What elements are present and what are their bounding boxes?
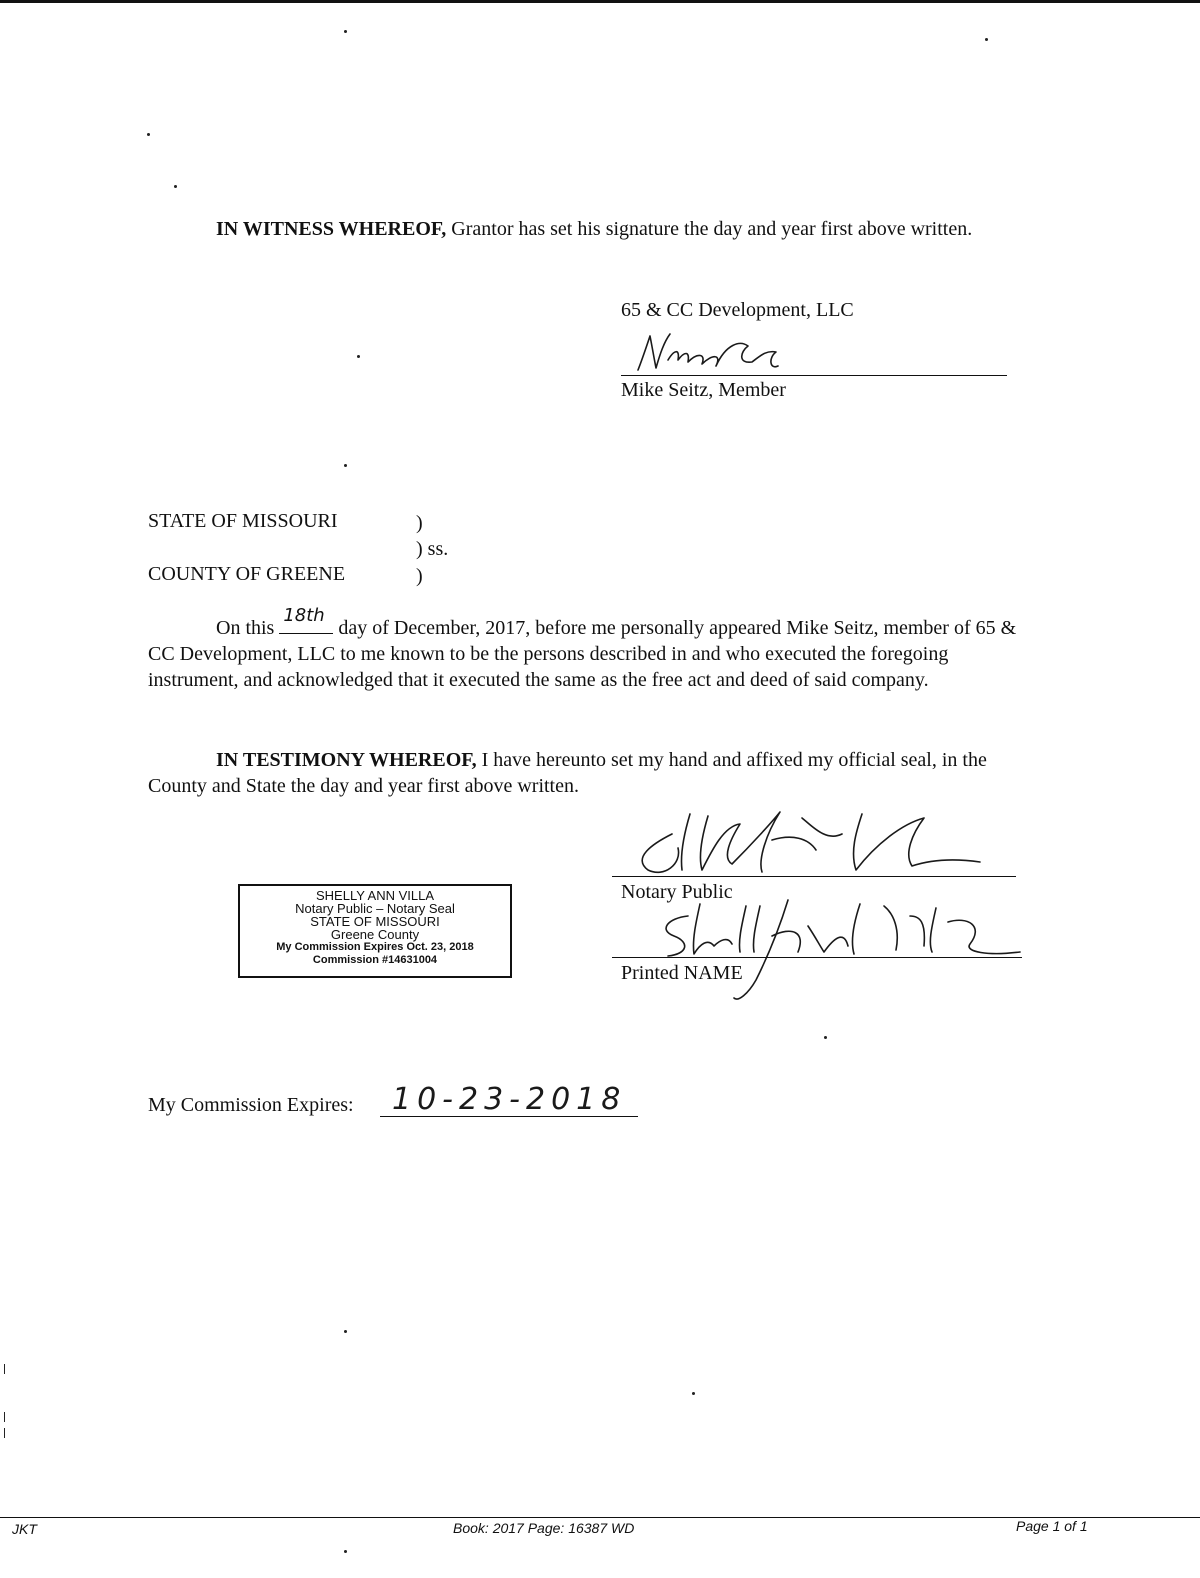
seal-county: Greene County [330, 927, 420, 942]
commission-label: My Commission Expires: [148, 1094, 354, 1116]
acknowledgment-paragraph [148, 605, 1030, 693]
venue-state: STATE OF MISSOURI [148, 510, 338, 532]
scan-speck [344, 30, 347, 33]
scan-speck [985, 38, 988, 41]
footer-left: JKT [12, 1521, 37, 1537]
commission-date-line [380, 1116, 638, 1117]
seal-state: STATE OF MISSOURI [310, 914, 440, 929]
ack-text: day of December, 2017, before me personally appeared Mike Seitz, member of 65 & CC Development, LLC to me known to be the persons described in and who executed the foregoing instrument, and acknowledged that it executed the same as the free act and deed of said company. [148, 617, 1017, 691]
scan-mark [4, 1364, 5, 1374]
scan-speck [344, 1330, 347, 1333]
witness-text: Grantor has set his signature the day and year first above written. [446, 218, 973, 240]
testimony-heading: IN TESTIMONY WHEREOF, [216, 749, 477, 771]
scan-mark [4, 1428, 5, 1438]
venue-paren-ss: ) ss. [416, 538, 449, 560]
witness-paragraph [148, 216, 1030, 242]
scan-speck [174, 185, 177, 188]
grantor-signature [628, 330, 788, 378]
venue-county: COUNTY OF GREENE [148, 563, 346, 585]
ack-day-blank [279, 605, 333, 634]
top-scan-border [0, 0, 1200, 3]
venue-paren-bottom: ) [416, 565, 423, 587]
scan-speck [824, 1036, 827, 1039]
scan-speck [344, 464, 347, 467]
scan-speck [357, 355, 360, 358]
notary-printed-name-handwritten [648, 886, 1028, 1006]
grantor-signer: Mike Seitz, Member [621, 379, 786, 401]
ack-day-handwritten: 18th [283, 605, 325, 626]
grantor-signature-line [621, 375, 1007, 376]
notary-signature-line [612, 876, 1016, 877]
seal-expires: My Commission Expires Oct. 23, 2018 [276, 941, 474, 953]
testimony-paragraph [148, 747, 1030, 799]
seal-commission-number: Commission #14631004 [312, 954, 438, 966]
scan-speck [692, 1392, 695, 1395]
scan-speck [147, 133, 150, 136]
seal-notary-line: Notary Public – Notary Seal [295, 901, 455, 916]
grantor-company: 65 & CC Development, LLC [621, 299, 854, 321]
ack-prefix: On this [216, 617, 280, 639]
seal-name: SHELLY ANN VILLA [315, 888, 435, 903]
testimony-text: I have hereunto set my hand and affixed my official seal, in the County and State the day and year first above written. [148, 749, 987, 797]
scan-mark [4, 1412, 5, 1422]
commission-date-handwritten: 10-23-2018 [392, 1082, 627, 1117]
footer-center: Book: 2017 Page: 16387 WD [453, 1520, 635, 1536]
witness-heading: IN WITNESS WHEREOF, [216, 218, 447, 240]
notary-printed-name-line [612, 957, 1022, 958]
notary-printed-label: Printed NAME [621, 962, 743, 984]
footer-right: Page 1 of 1 [1016, 1518, 1088, 1534]
notary-seal-stamp [238, 884, 512, 978]
venue-paren-top: ) [416, 512, 423, 534]
notary-title-label: Notary Public [621, 881, 733, 903]
notary-signature [612, 804, 992, 880]
scan-speck [344, 1550, 347, 1553]
